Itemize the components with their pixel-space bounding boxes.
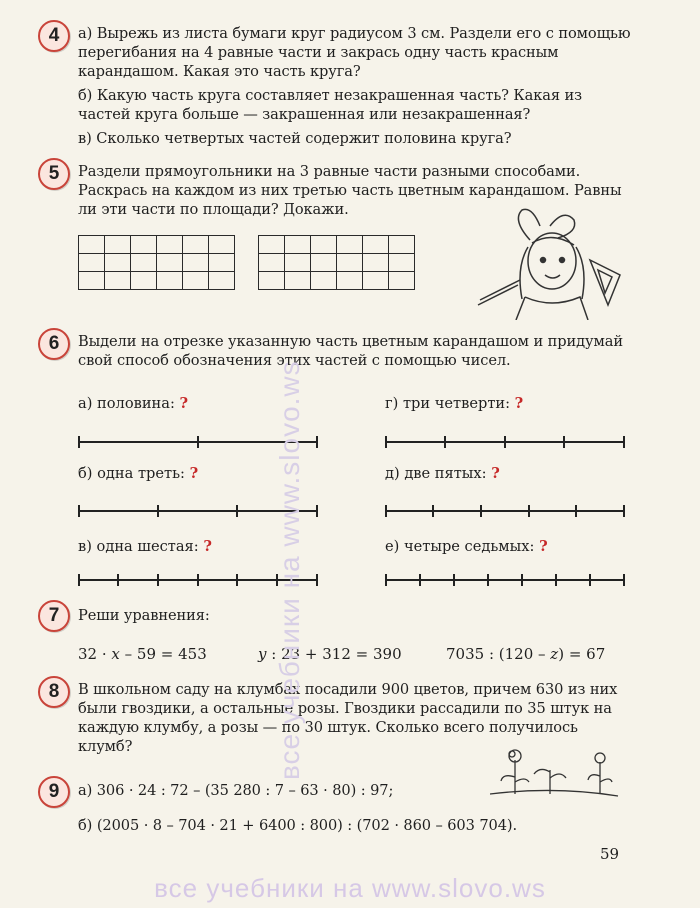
- question-mark: ?: [189, 465, 199, 482]
- segment-label-four-sevenths: [385, 538, 548, 555]
- task-number-badge: 5: [38, 158, 70, 190]
- task-number-badge: 9: [38, 776, 70, 808]
- task4-part-b: б) Какую часть круга составляет незакрашенная часть? Какая из частей круга больше — закрашенная или незакрашенная?: [78, 87, 582, 123]
- equation-3: [446, 645, 605, 663]
- side-watermark: все учебники на www.slovo.ws: [274, 360, 306, 780]
- task-number-badge: 4: [38, 20, 70, 52]
- task-number-badge: 8: [38, 676, 70, 708]
- task7-title: Реши уравнения:: [78, 607, 210, 624]
- task8-text: В школьном саду на клумбах посадили 900 цветов, причем 630 из них были гвоздики, а остальные розы. Гвоздики рассадили по 35 штук на каждую клумбу, а розы — по 30 штук. Сколько всего получилось клумб?: [78, 681, 618, 755]
- equation-part: ) = 67: [558, 645, 606, 663]
- label-text: е) четыре седьмых:: [385, 538, 535, 555]
- task4-part-a: а) Вырежь из листа бумаги круг радиусом 3 см. Раздели его с помощью перегибания на 4 равные части и закрась одну часть красным карандашом. Какая это часть круга?: [78, 25, 631, 80]
- equation-variable: y: [258, 645, 267, 663]
- task6-text: Выдели на отрезке указанную часть цветным карандашом и придумай свой способ обозначения этих частей с помощью чисел.: [78, 333, 623, 369]
- equation-1: [78, 645, 207, 663]
- segment-label-two-fifths: [385, 465, 500, 482]
- rectangle-grid-1: [78, 235, 235, 290]
- segment-label-sixth: [78, 538, 212, 555]
- girl-with-ruler-illustration: [470, 205, 635, 320]
- question-mark: ?: [491, 465, 500, 482]
- label-text: г) три четверти:: [385, 395, 511, 412]
- label-text: д) две пятых:: [385, 465, 487, 482]
- equation-part: : 23 + 312 = 390: [266, 645, 402, 663]
- rectangle-grid-2: [258, 235, 415, 290]
- task-number-badge: 7: [38, 600, 70, 632]
- label-text: а) половина:: [78, 395, 175, 412]
- label-text: б) одна треть:: [78, 465, 185, 482]
- segment-four-sevenths: [385, 574, 625, 586]
- segment-label-three-quarters: [385, 395, 523, 412]
- equation-part: – 59 = 453: [119, 645, 207, 663]
- question-mark: ?: [514, 395, 524, 412]
- segment-label-third: [78, 465, 198, 482]
- segment-two-fifths: [385, 505, 625, 517]
- question-mark: ?: [539, 538, 548, 555]
- equation-variable: z: [550, 645, 559, 663]
- task4-part-c: в) Сколько четвертых частей содержит половина круга?: [78, 130, 512, 147]
- equation-variable: x: [111, 645, 120, 663]
- question-mark: ?: [203, 538, 212, 555]
- task9-part-b: б) (2005 · 8 – 704 · 21 + 6400 : 800) : (702 · 860 – 603 704).: [78, 817, 518, 834]
- label-text: в) одна шестая:: [78, 538, 199, 555]
- equation-part: 32 ·: [78, 645, 112, 663]
- question-mark: ?: [179, 395, 189, 412]
- task5-text: Раздели прямоугольники на 3 равные части разными способами. Раскрась на каждом из них третью часть цветным карандашом. Равны ли эти части по площади? Докажи.: [78, 163, 622, 218]
- segment-three-quarters: [385, 436, 625, 448]
- equation-part: 7035 : (120 –: [446, 645, 551, 663]
- page-number: 59: [600, 845, 620, 863]
- bottom-watermark: все учебники на www.slovo.ws: [154, 873, 546, 903]
- task-number-badge: 6: [38, 328, 70, 360]
- segment-label-half: [78, 395, 188, 412]
- task9-part-a: а) 306 · 24 : 72 – (35 280 : 7 – 63 · 80) : 97;: [78, 782, 394, 799]
